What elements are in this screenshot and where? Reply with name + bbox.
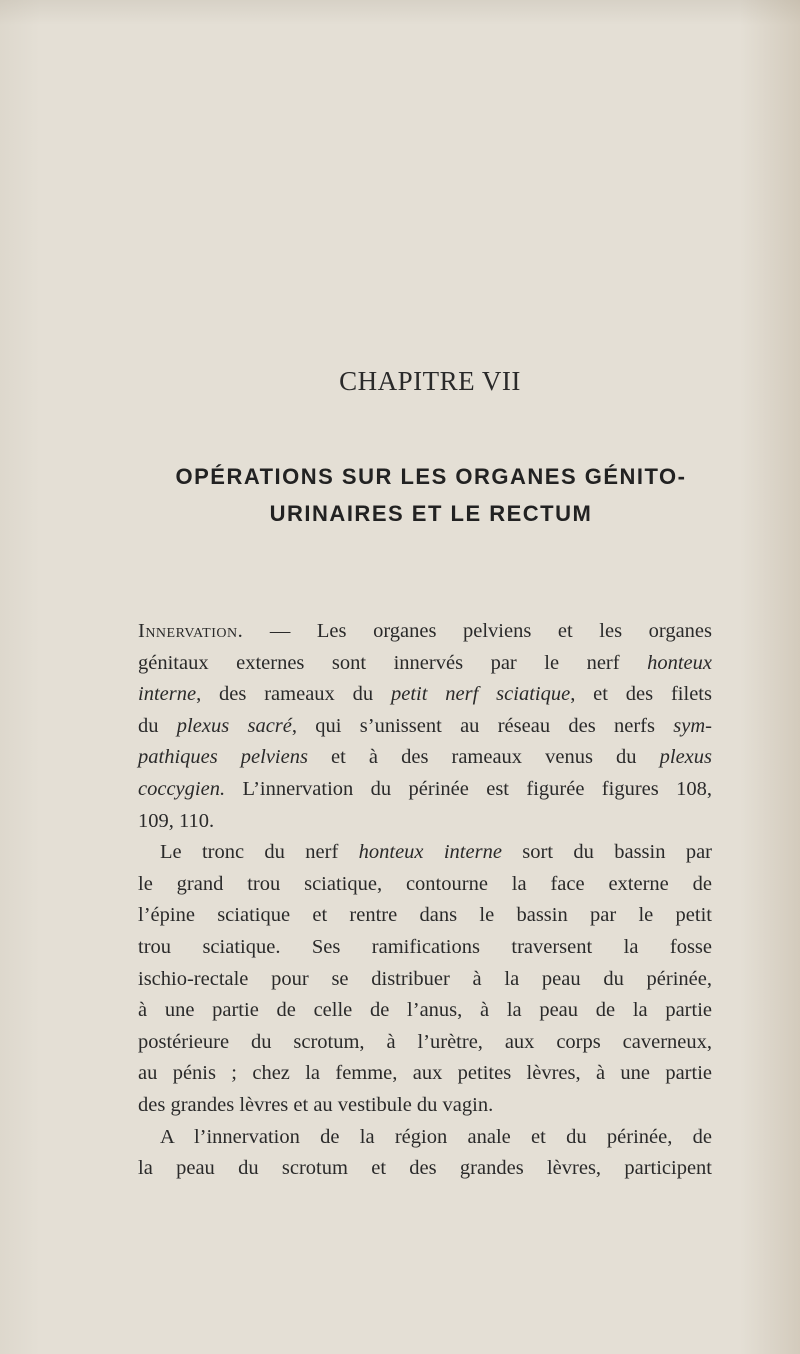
run-in-heading: Innervation. (138, 620, 244, 642)
text-line: au pénis ; chez la femme, aux petites lèvres, à une partie (138, 1062, 712, 1085)
text-line: ischio-rectale pour se distribuer à la peau du périnée, (138, 967, 712, 990)
section-heading-line-1: OPÉRATIONS SUR LES ORGANES GÉNITO- (175, 464, 687, 489)
text-line: 109, 110. (138, 809, 215, 832)
text-line (138, 742, 712, 774)
italic-term: pathiques pelviens (138, 746, 308, 769)
text-run: , des rameaux du (196, 683, 392, 706)
text-run: — Les organes pelviens et les organes (243, 620, 712, 642)
text-line: à une partie de celle de l’anus, à la peau de la partie (138, 999, 712, 1022)
text-line (138, 679, 712, 711)
italic-term: plexus (659, 746, 712, 769)
section-heading (138, 458, 724, 532)
italic-term: coccygien. (138, 777, 226, 800)
text-line: A l’innervation de la région anale et du périnée, de (160, 1125, 712, 1148)
italic-term: honteux interne (358, 841, 502, 864)
text-run: , qui s’unissent au réseau des nerfs (291, 714, 674, 737)
text-run: , et des filets (570, 683, 712, 706)
italic-term: plexus sacré (176, 714, 292, 737)
text-line: postérieure du scrotum, à l’urètre, aux corps caverneux, (138, 1030, 712, 1053)
text-line: des grandes lèvres et au vestibule du vagin. (138, 1093, 494, 1116)
text-line: la peau du scrotum et des grandes lèvres, participent (138, 1157, 712, 1180)
text-line (138, 711, 712, 743)
text-line: le grand trou sciatique, contourne la face externe de (138, 872, 712, 895)
text-line: l’épine sciatique et rentre dans le bassin par le petit (138, 904, 712, 927)
section-heading-line-2: URINAIRES ET LE RECTUM (269, 501, 593, 526)
text-line: trou sciatique. Ses ramifications traversent la fosse (138, 935, 712, 958)
text-run: L’innervation du périnée est figurée figures 108, (225, 777, 712, 800)
text-run: Le tronc du nerf (160, 841, 359, 864)
text-line (138, 616, 712, 648)
text-run: sort du bassin par (501, 841, 712, 864)
text-line (138, 648, 712, 680)
text-run: et à des rameaux venus du (307, 746, 660, 769)
italic-term: interne (138, 683, 197, 706)
text-line (138, 774, 712, 806)
text-line (138, 837, 712, 869)
text-run: génitaux externes sont innervés par le nerf (138, 651, 648, 674)
chapter-title: CHAPITRE VII (339, 366, 521, 396)
body-text (138, 616, 712, 1185)
text-run: du (138, 714, 177, 737)
italic-term: sym- (673, 714, 712, 737)
italic-term: honteux (647, 651, 712, 674)
italic-term: petit nerf sciatique (391, 683, 571, 706)
